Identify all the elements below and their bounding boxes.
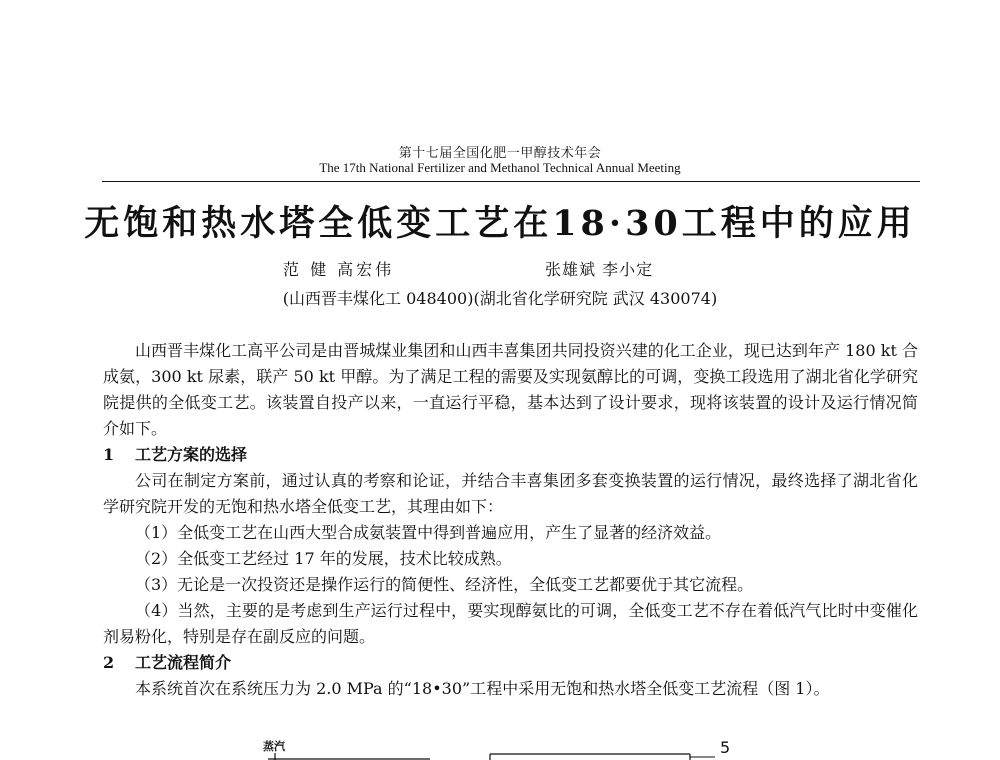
affiliation: (山西晋丰煤化工 048400)(湖北省化学研究院 武汉 430074) — [282, 289, 718, 308]
section-1-paragraph: 公司在制定方案前，通过认真的考察和论证，并结合丰喜集团多套变换装置的运行情况，最终选择了湖北省化学研究院开发的无饱和热水塔全低变工艺，其理由如下： — [103, 471, 918, 516]
list-item: （1）全低变工艺在山西大型合成氨装置中得到普遍应用，产生了显著的经济效益。 — [135, 523, 722, 542]
section-1-number: 1 — [103, 445, 115, 464]
header-rule — [102, 181, 920, 182]
intro-paragraph: 山西晋丰煤化工高平公司是由晋城煤业集团和山西丰喜集团共同投资兴建的化工企业，现已达到年产 180 kt 合成氨，300 kt 尿素，联产 50 kt 甲醇。为了满足工程的需要及实现氨醇比的可调，变换工段选用了湖北省化学研究院提供的全低变工艺。该装置自投产以来，一直运行平稳，基本达到了设计要求，现将该装置的设计及运行情况简介如下。 — [103, 341, 918, 438]
section-2-paragraph: 本系统首次在系统压力为 2.0 MPa 的“18•30”工程中采用无饱和热水塔全低变工艺流程（图 1）。 — [135, 679, 830, 698]
authors-group-2: 张雄斌 李小定 — [545, 260, 654, 279]
section-2-heading — [103, 650, 918, 676]
authors-group-1: 范 健 高宏伟 — [283, 260, 395, 279]
section-2-number: 2 — [103, 653, 115, 672]
flow-diagram-lines — [0, 738, 1000, 760]
section-1-title: 工艺方案的选择 — [135, 445, 248, 464]
running-header-english: The 17th National Fertilizer and Methanol Technical Annual Meeting — [319, 160, 681, 175]
paper-title: 无饱和热水塔全低变工艺在18·30工程中的应用 — [84, 203, 916, 244]
authors-line — [0, 257, 1000, 279]
section-2-title: 工艺流程简介 — [135, 653, 232, 672]
body-text — [103, 338, 918, 702]
steam-label: 蒸汽 — [263, 740, 285, 753]
equipment-number-5: 5 — [720, 738, 731, 757]
list-item: （4）当然，主要的是考虑到生产运行过程中，要实现醇氨比的可调，全低变工艺不存在着低汽气比时中变催化剂易粉化，特别是存在副反应的问题。 — [103, 601, 918, 646]
section-1-heading — [103, 442, 918, 468]
running-header-chinese: 第十七届全国化肥一甲醇技术年会 — [398, 146, 602, 161]
list-item: （3）无论是一次投资还是操作运行的简便性、经济性，全低变工艺都要优于其它流程。 — [135, 575, 754, 594]
list-item: （2）全低变工艺经过 17 年的发展，技术比较成熟。 — [135, 549, 512, 568]
process-flow-figure — [0, 738, 1000, 760]
